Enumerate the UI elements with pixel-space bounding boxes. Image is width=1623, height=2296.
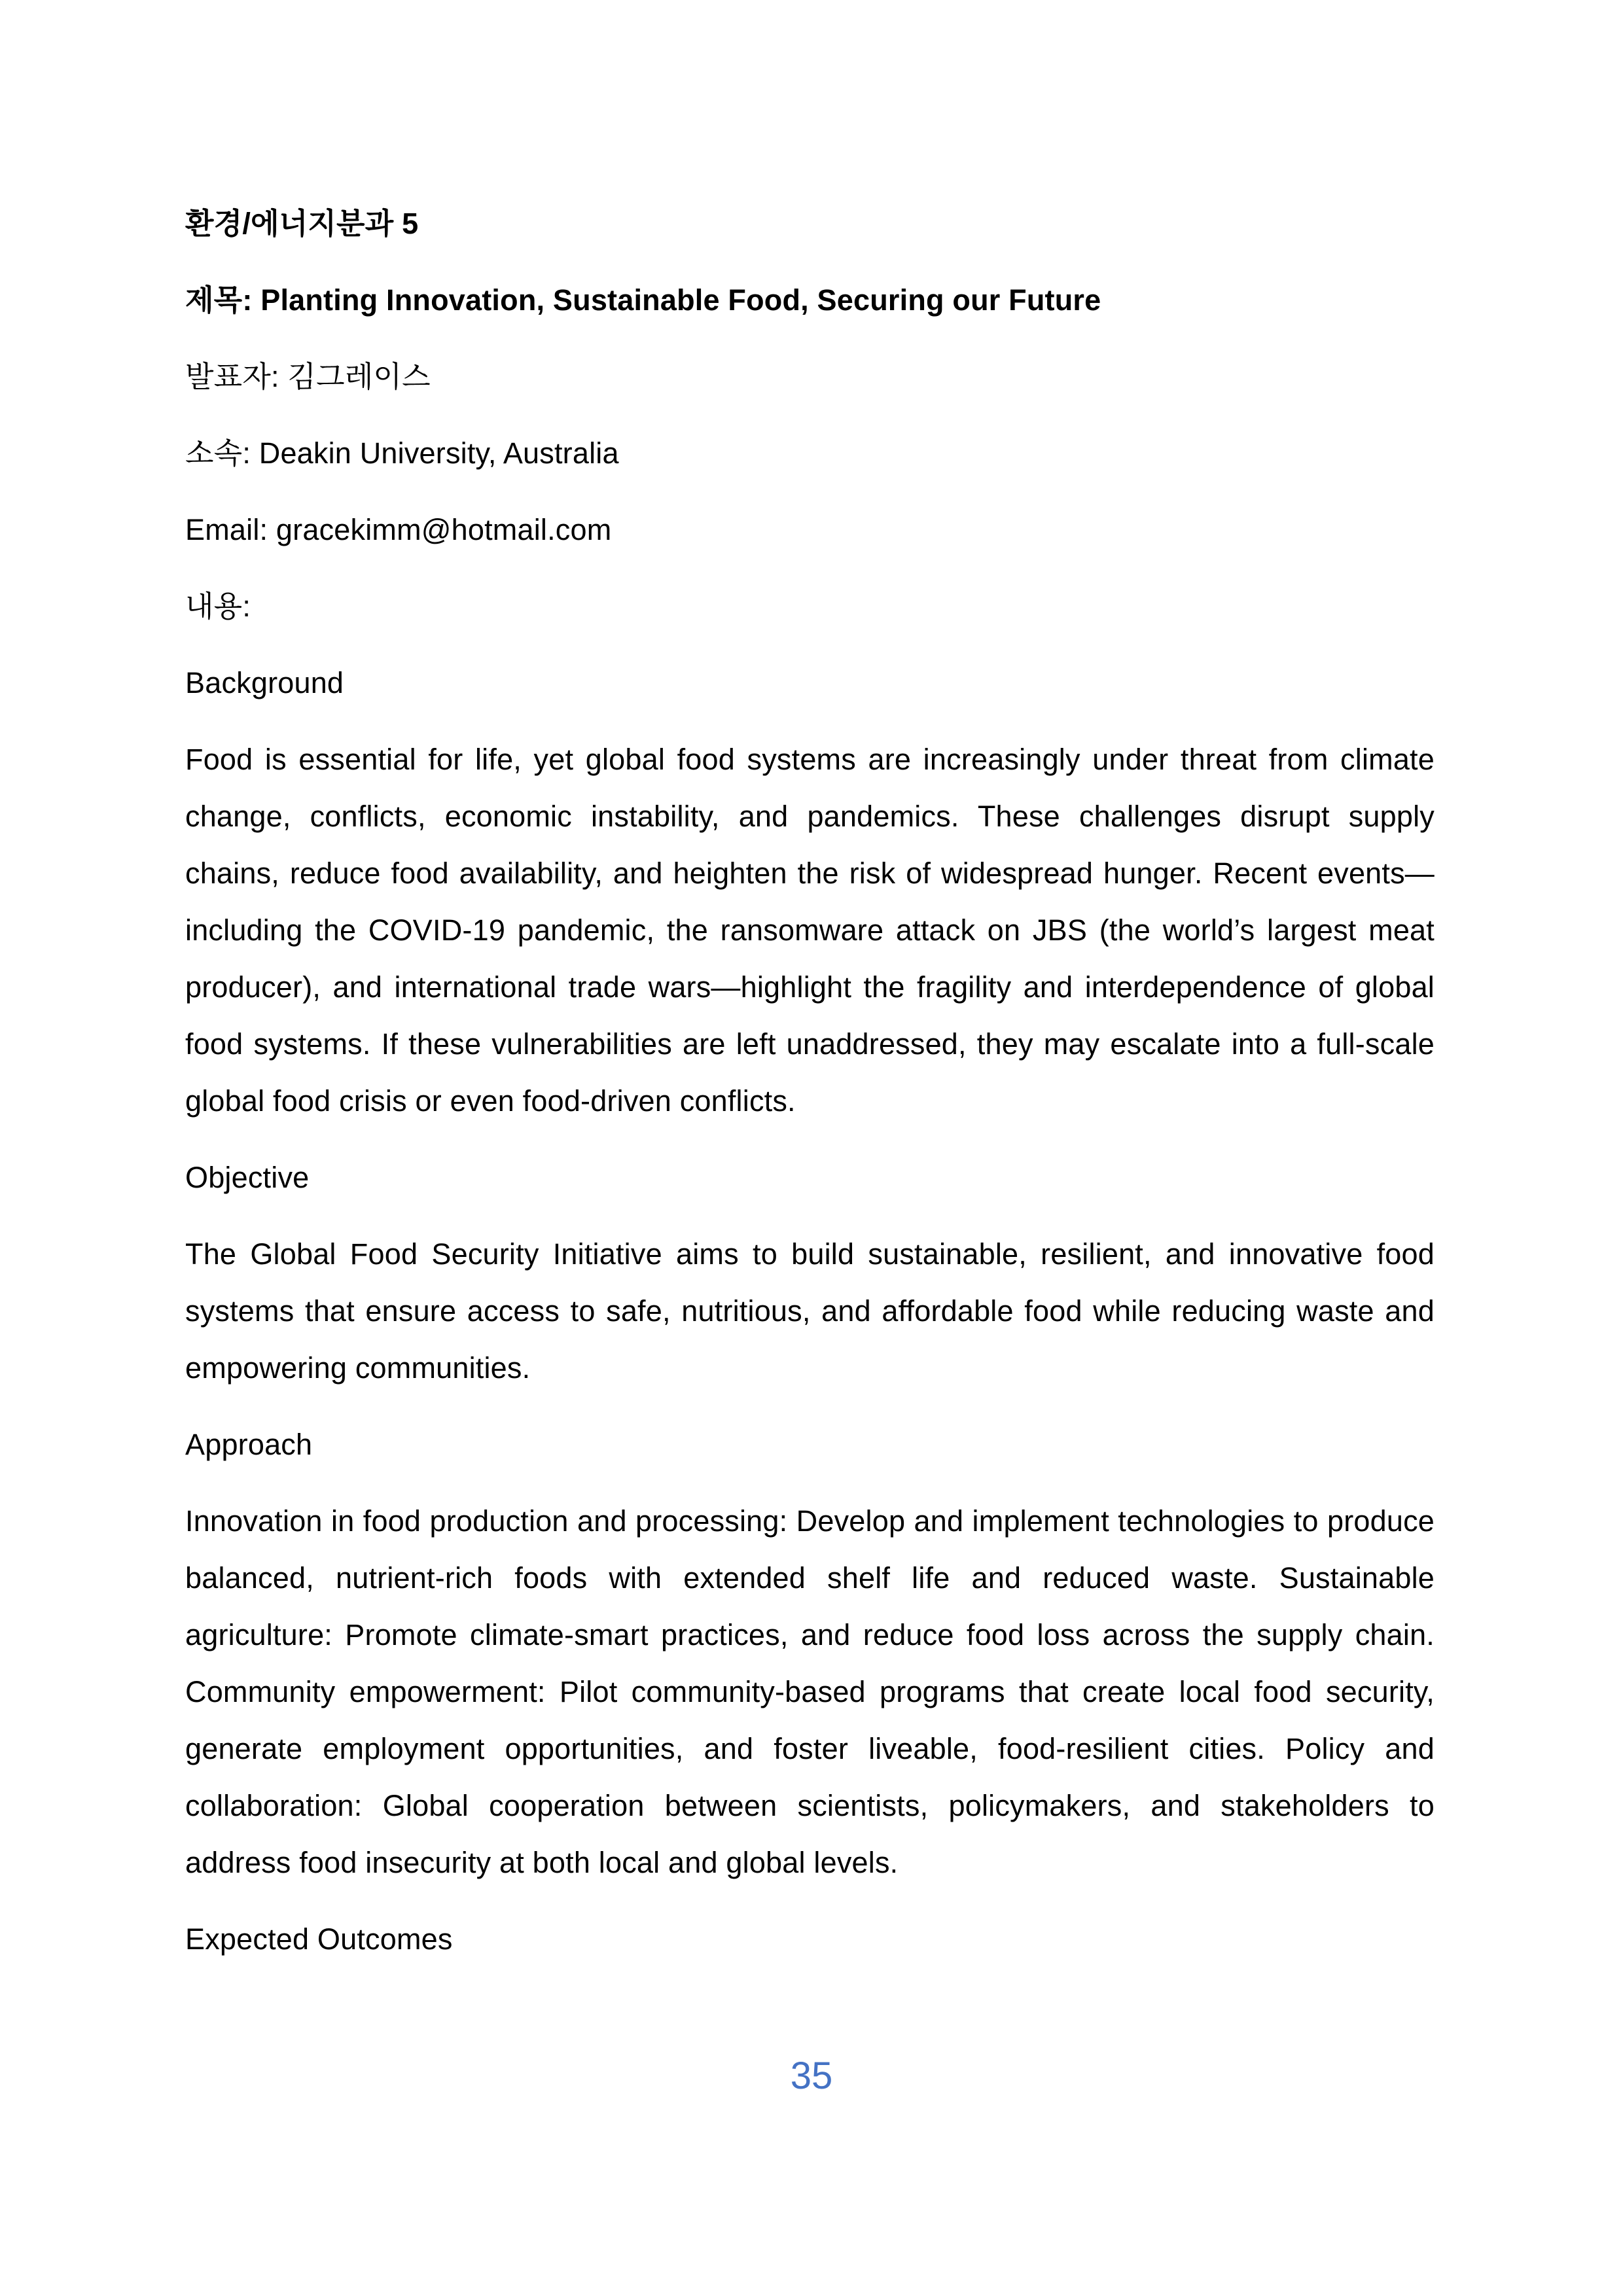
page-number: 35 (790, 2055, 833, 2097)
document-title: 제목: Planting Innovation, Sustainable Food, Securing our Future (185, 283, 1101, 317)
email-line: Email: gracekimm@hotmail.com (185, 513, 612, 546)
section-heading-approach: Approach (185, 1428, 313, 1461)
contents-label: 내용: (185, 590, 251, 623)
presenter-line: 발표자: 김그레이스 (185, 360, 431, 393)
section-heading-objective: Objective (185, 1161, 310, 1194)
affiliation-line: 소속: Deakin University, Australia (185, 436, 619, 470)
section-heading-background: Background (185, 666, 344, 699)
section-body-approach: Innovation in food production and processing: Develop and implement technologies to produce balanced, nutrient-rich foods with extended shelf life and reduced waste. Sustainable agriculture: Promote climate-smart practices, and reduce food loss across the supply chain. Community empowerment: Pilot community-based programs that create local food security, generate employment opportunities, and foster liveable, food-resilient cities. Policy and collaboration: Global cooperation between scientists, policymakers, and stakeholders to address food insecurity at both local and global levels. (185, 1504, 1435, 1879)
section-heading-expected-outcomes: Expected Outcomes (185, 1922, 453, 1956)
session-heading: 환경/에너지분과 5 (185, 207, 419, 240)
section-body-objective: The Global Food Security Initiative aims to build sustainable, resilient, and innovative food systems that ensure access to safe, nutritious, and affordable food while reducing waste and empowering communities. (185, 1237, 1435, 1385)
section-body-background: Food is essential for life, yet global food systems are increasingly under threat from climate change, conflicts, economic instability, and pandemics. These challenges disrupt supply chains, reduce food availability, and heighten the risk of widespread hunger. Recent events—including the COVID-19 pandemic, the ransomware attack on JBS (the world’s largest meat producer), and international trade wars—highlight the fragility and interdependence of global food systems. If these vulnerabilities are left unaddressed, they may escalate into a full-scale global food crisis or even food-driven conflicts. (185, 743, 1435, 1118)
